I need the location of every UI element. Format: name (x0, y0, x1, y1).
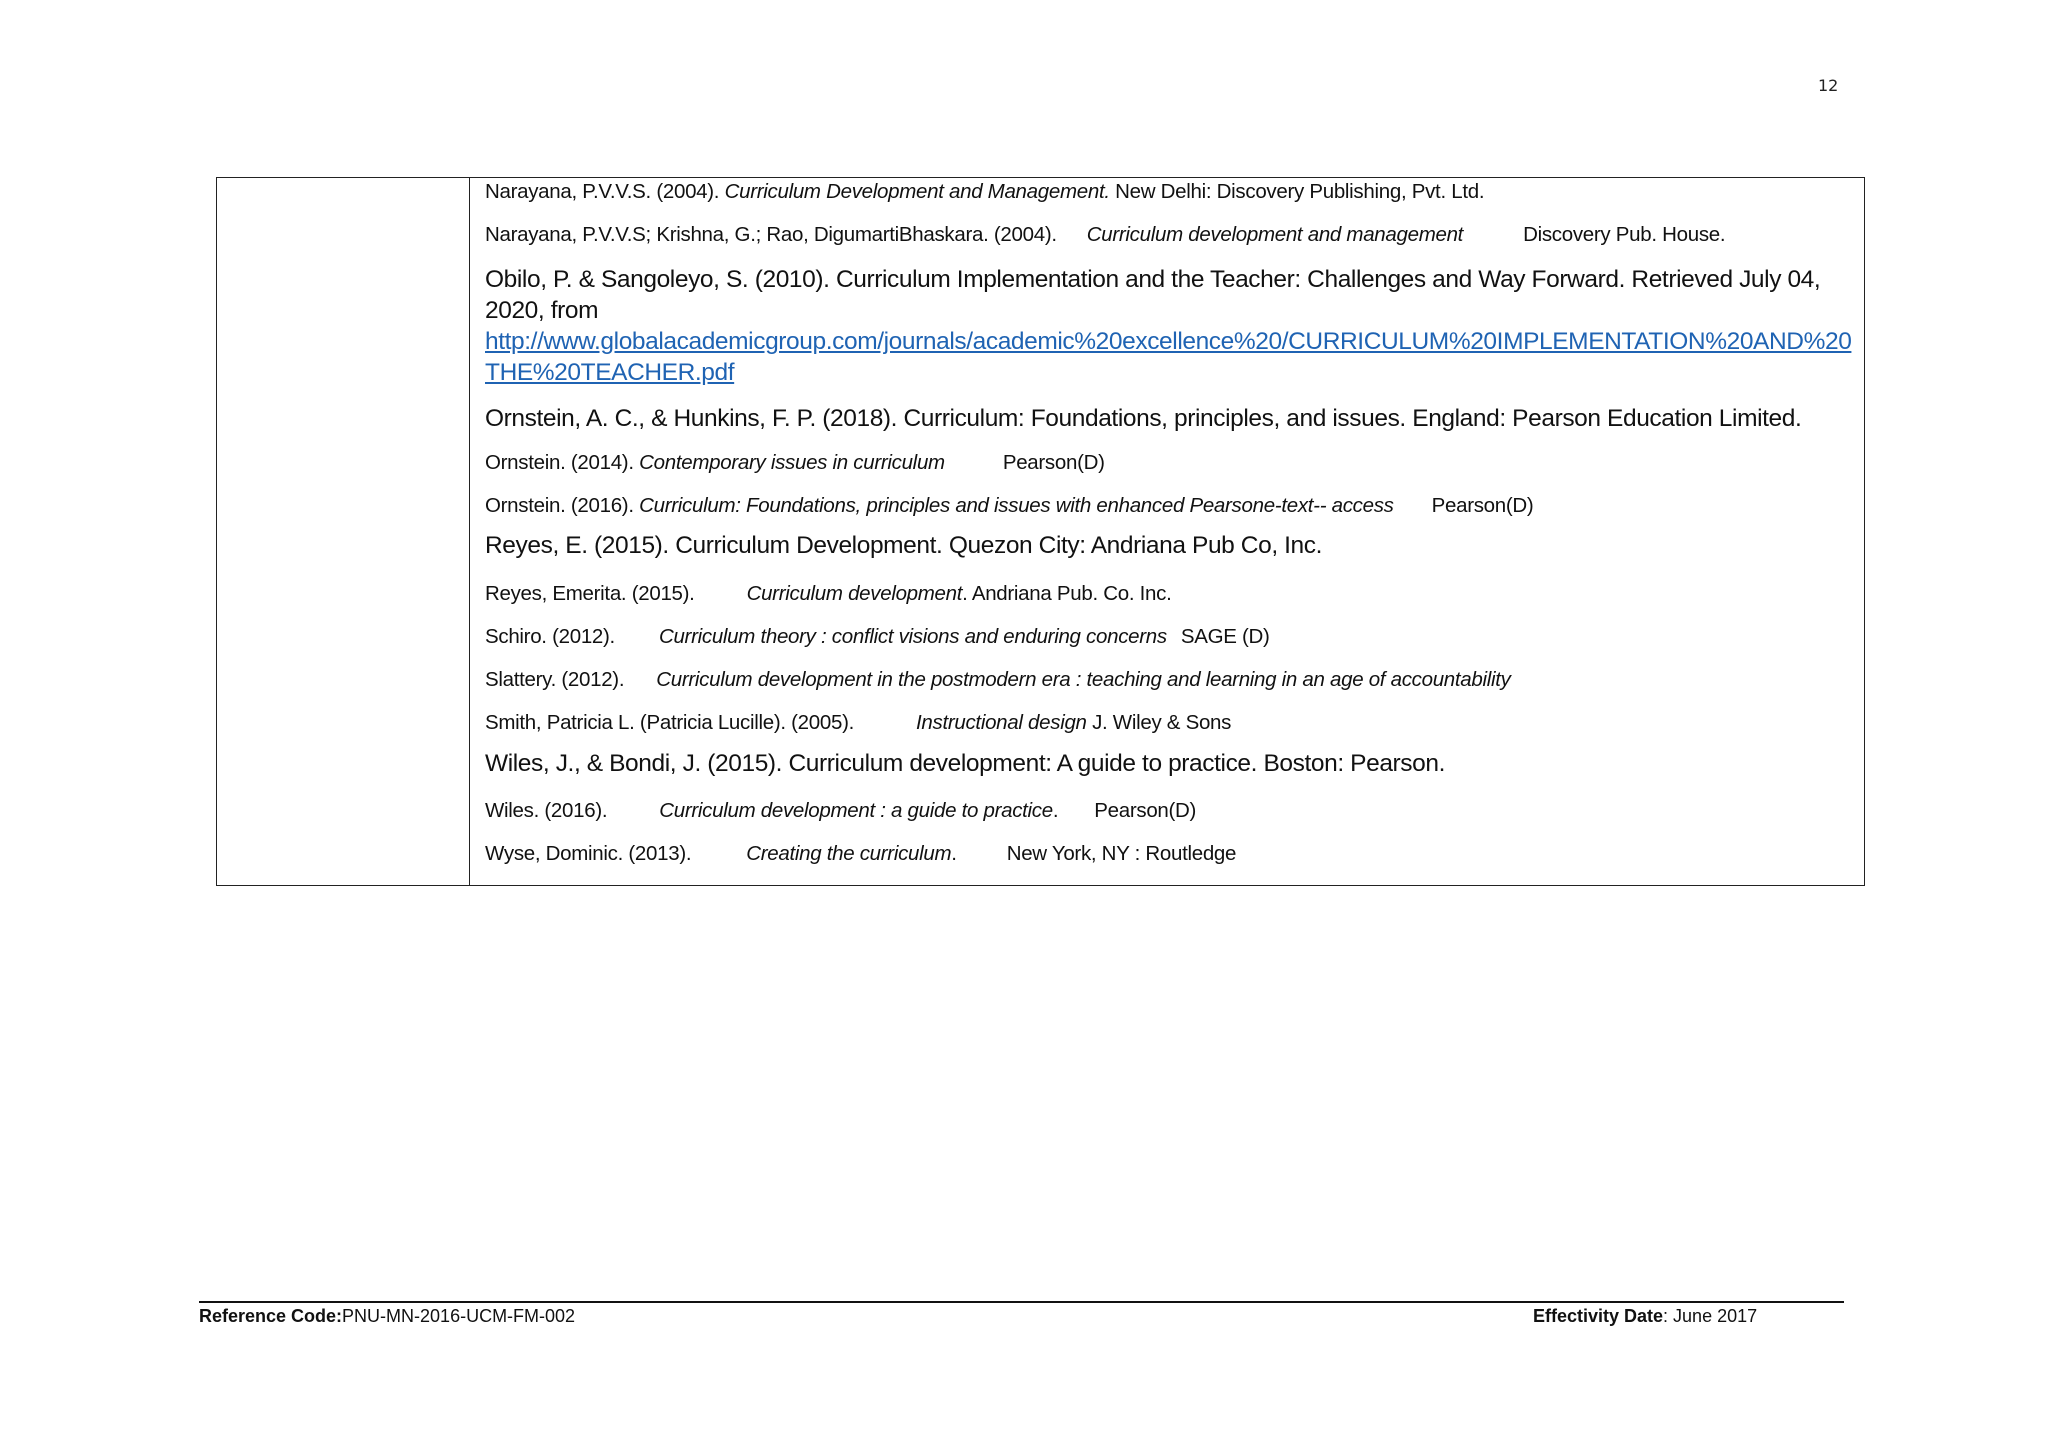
reference-publisher: J. Wiley & Sons (1092, 711, 1232, 734)
reference-title: Curriculum Development and Management. (724, 180, 1110, 203)
effectivity-date-label: Effectivity Date (1533, 1306, 1664, 1326)
page-number: 12 (1818, 76, 1839, 95)
reference-title: Instructional design (916, 711, 1087, 734)
reference-author: Reyes, Emerita. (2015). (485, 582, 695, 605)
effectivity-date-value: : June 2017 (1663, 1306, 1758, 1326)
reference-item (485, 178, 1484, 206)
reference-item: Wyse, Dominic. (2013). Creating the curriculum. New York, NY : Routledge (485, 842, 1237, 865)
reference-title: Curriculum: Foundations, principles and issues with enhanced Pearsone-text-- access (639, 494, 1394, 517)
reference-item (485, 449, 1105, 477)
reference-author: Wiles. (2016). (485, 799, 608, 822)
reference-text: Ornstein, A. C., & Hunkins, F. P. (2018). Curriculum: Foundations, principles, and issues. England: Pearson Education Limited. (485, 405, 1802, 432)
reference-author: Schiro. (2012). (485, 625, 615, 648)
reference-author: Smith, Patricia L. (Patricia Lucille). (2005). (485, 711, 855, 734)
reference-publisher: New York, NY : Routledge (1006, 842, 1237, 865)
reference-item (485, 221, 1725, 249)
reference-item (485, 492, 1533, 520)
reference-publisher: SAGE (D) (1180, 625, 1270, 648)
reference-publisher: . Andriana Pub. Co. Inc. (962, 582, 1172, 605)
reference-item (485, 531, 1322, 561)
reference-item: Wiles. (2016). Curriculum development : a guide to practice. Pearson(D) (485, 799, 1197, 822)
reference-link[interactable]: http://www.globalacademicgroup.com/journals/academic%20excellence%20/CURRICULUM%20IMPLEMENTATION%20AND%20THE%20TEACHER.pdf (485, 328, 1852, 386)
footer-divider (199, 1301, 1844, 1303)
reference-code-value: PNU-MN-2016-UCM-FM-002 (342, 1306, 576, 1326)
reference-title: Contemporary issues in curriculum (639, 451, 945, 474)
reference-author: Narayana, P.V.V.S. (2004). (485, 180, 720, 203)
reference-title: Curriculum development and management (1086, 223, 1464, 246)
reference-publisher: Pearson(D) (1002, 451, 1105, 474)
reference-author: Slattery. (2012). (485, 668, 625, 691)
reference-title: Curriculum theory : conflict visions and enduring concerns (658, 625, 1167, 648)
reference-item (485, 264, 1855, 388)
footer-effectivity-date (1533, 1306, 1757, 1327)
references-label-cell (217, 178, 470, 885)
reference-text: Obilo, P. & Sangoleyo, S. (2010). Curriculum Implementation and the Teacher: Challenges and Way Forward. Retrieved July 04, 2020, from (485, 266, 1821, 324)
reference-publisher: Pearson(D) (1094, 799, 1197, 822)
reference-publisher: Discovery Pub. House. (1523, 223, 1726, 246)
reference-title: Creating the curriculum (746, 842, 952, 865)
reference-code-label: Reference Code: (199, 1306, 343, 1326)
reference-item (485, 666, 1511, 694)
reference-publisher: New Delhi: Discovery Publishing, Pvt. Ltd. (1115, 180, 1485, 203)
reference-author: Narayana, P.V.V.S; Krishna, G.; Rao, DigumartiBhaskara. (2004). (485, 223, 1057, 246)
reference-item (485, 580, 1171, 608)
reference-item (485, 749, 1445, 779)
reference-title: Curriculum development in the postmodern era : teaching and learning in an age of accountability (656, 668, 1511, 691)
reference-text: Wiles, J., & Bondi, J. (2015). Curriculum development: A guide to practice. Boston: Pearson. (485, 750, 1446, 777)
reference-item (485, 709, 1231, 737)
reference-title: Curriculum development : a guide to practice (659, 799, 1053, 822)
reference-item (485, 404, 1801, 434)
references-table (216, 177, 1865, 886)
reference-title: Curriculum development (746, 582, 963, 605)
reference-item (485, 623, 1270, 651)
reference-publisher: Pearson(D) (1431, 494, 1534, 517)
footer-reference-code (199, 1306, 575, 1327)
reference-author: Wyse, Dominic. (2013). (485, 842, 692, 865)
reference-author: Ornstein. (2014). (485, 451, 634, 474)
reference-author: Ornstein. (2016). (485, 494, 634, 517)
reference-text: Reyes, E. (2015). Curriculum Development. Quezon City: Andriana Pub Co, Inc. (485, 532, 1323, 559)
